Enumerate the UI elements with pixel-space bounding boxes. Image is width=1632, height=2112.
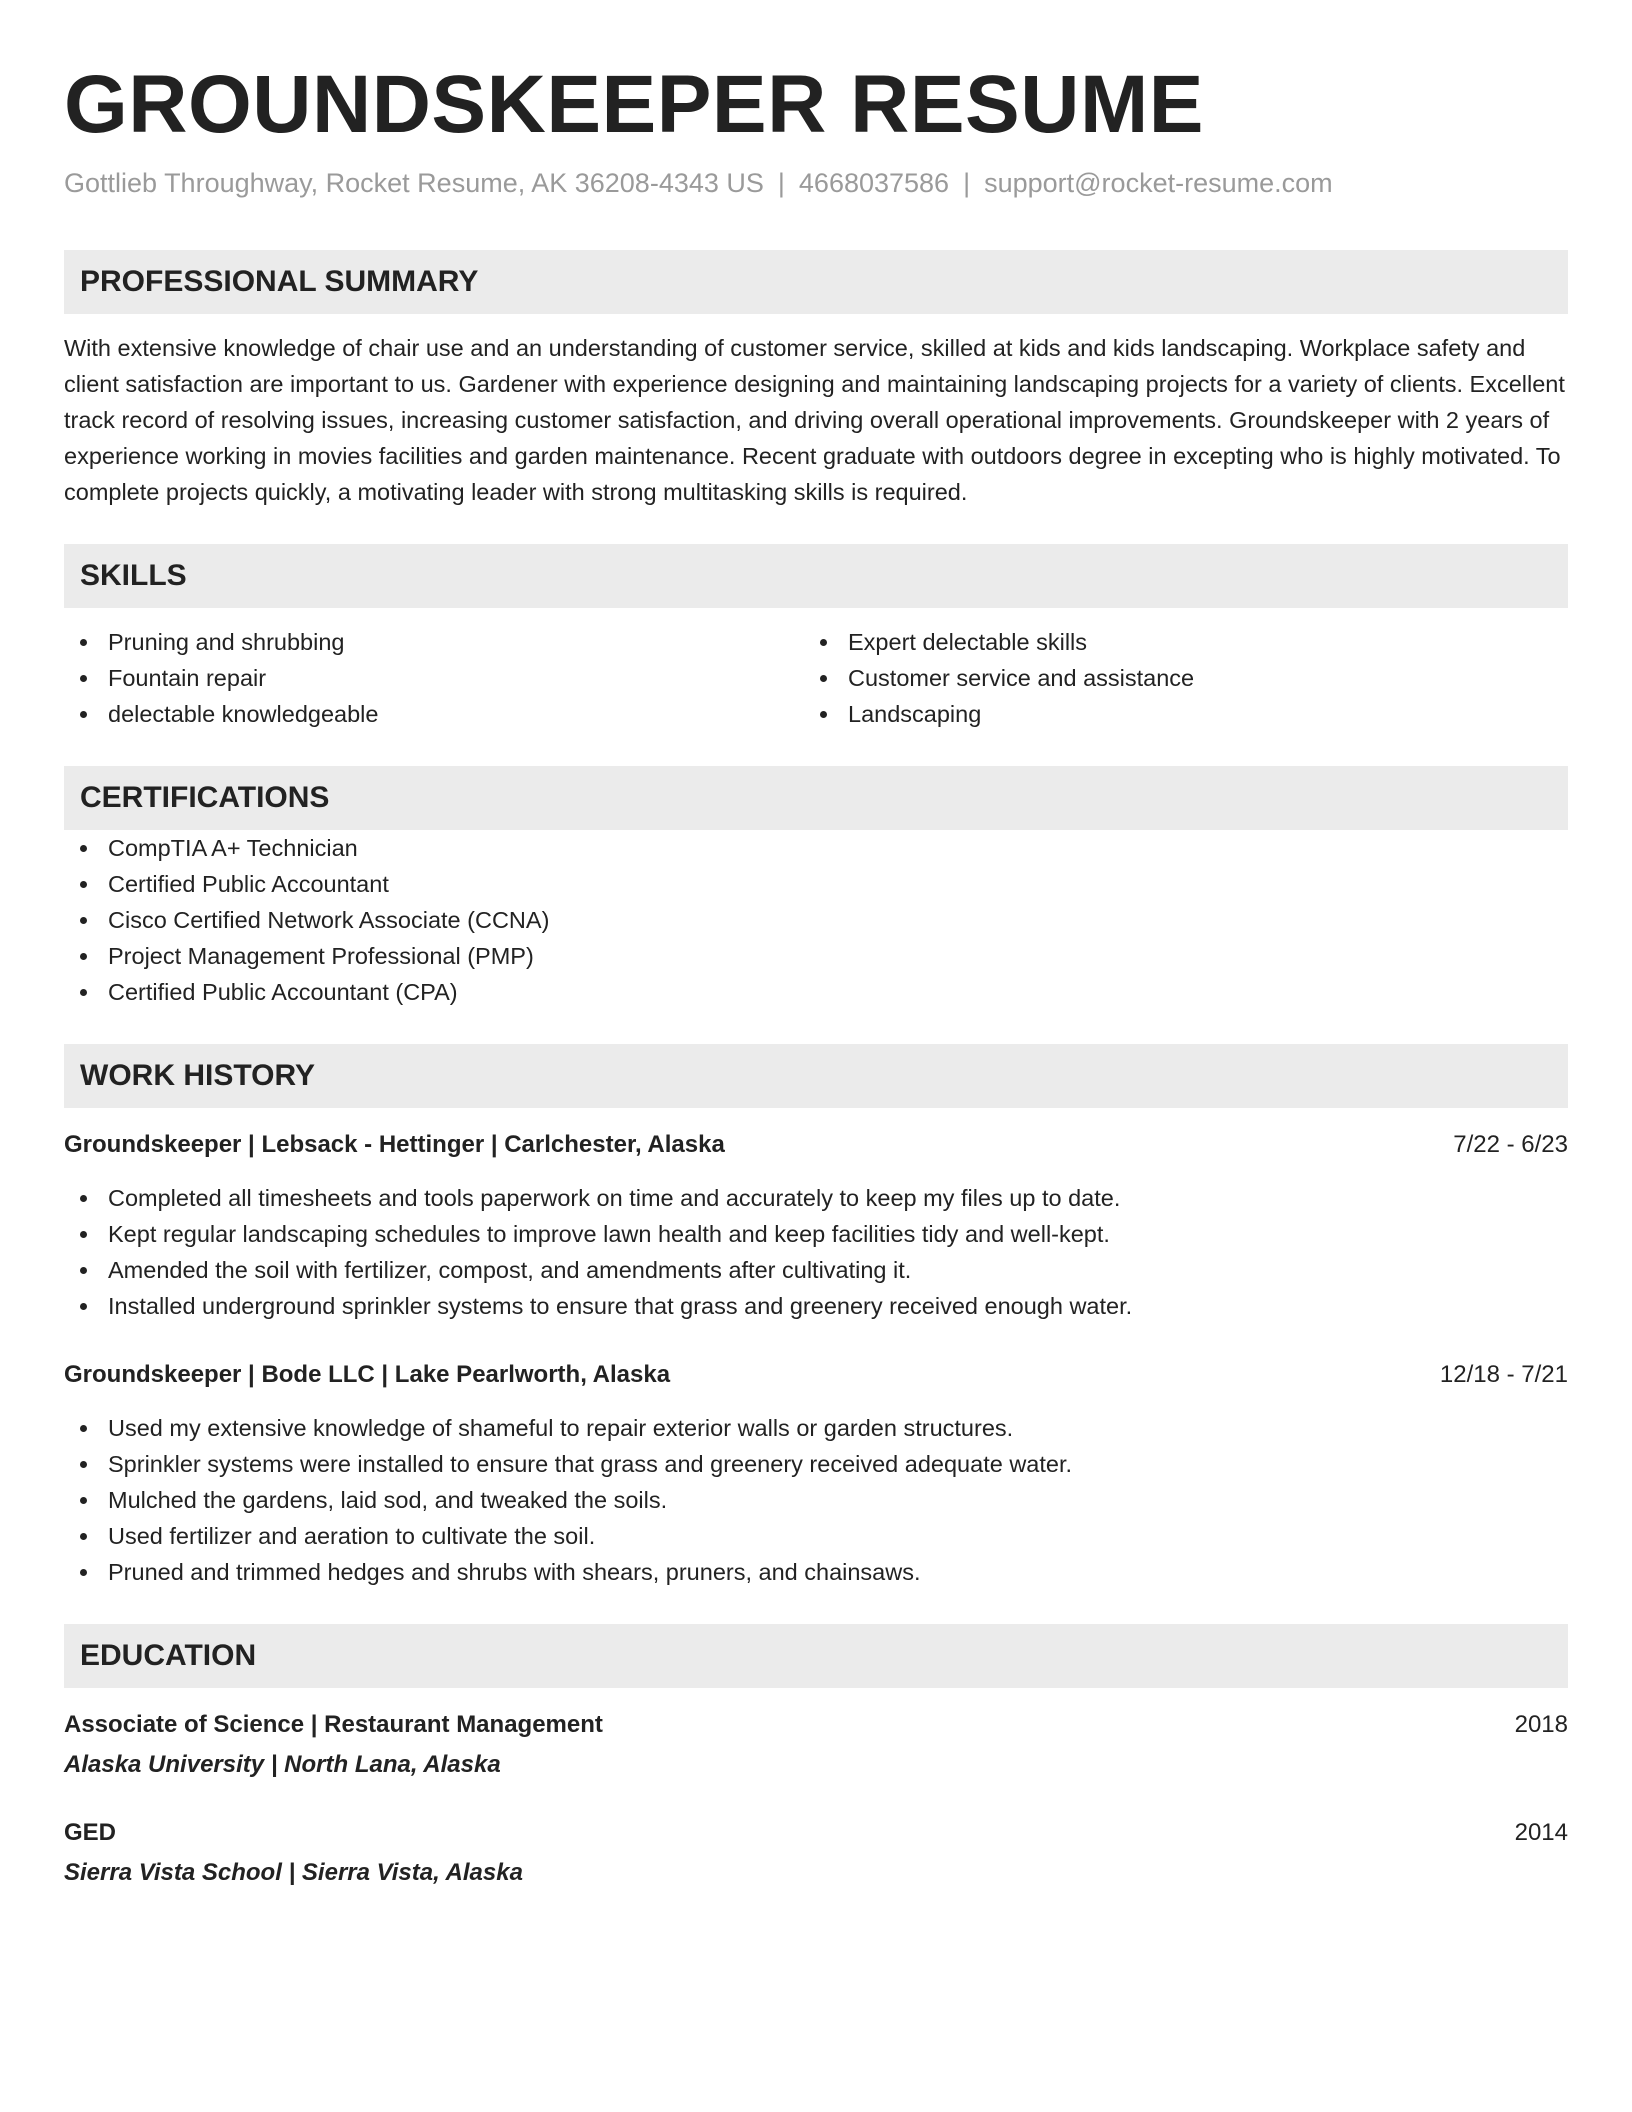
- education-degree: Associate of Science | Restaurant Management: [64, 1711, 603, 1738]
- section-header-education: EDUCATION: [64, 1624, 1568, 1688]
- job-bullet: Kept regular landscaping schedules to improve lawn health and keep facilities tidy and well-kept.: [64, 1216, 1568, 1252]
- job-bullet: Pruned and trimmed hedges and shrubs with shears, pruners, and chainsaws.: [64, 1554, 1568, 1590]
- job-title: Groundskeeper | Bode LLC | Lake Pearlworth, Alaska: [64, 1361, 671, 1388]
- skill-item: Customer service and assistance: [804, 660, 1544, 696]
- certification-item: Certified Public Accountant: [64, 866, 1568, 902]
- section-header-summary: PROFESSIONAL SUMMARY: [64, 250, 1568, 314]
- education-school: Sierra Vista School | Sierra Vista, Alaska: [64, 1859, 523, 1886]
- job-entry: [64, 1358, 1568, 1590]
- job-bullet: Installed underground sprinkler systems to ensure that grass and greenery received enough water.: [64, 1288, 1568, 1324]
- job-bullets: [64, 1410, 1568, 1590]
- contact-line: [64, 166, 1568, 200]
- section-header-skills: SKILLS: [64, 544, 1568, 608]
- section-header-certifications: CERTIFICATIONS: [64, 766, 1568, 830]
- job-dates: 7/22 - 6/23: [1453, 1131, 1568, 1158]
- summary-text: With extensive knowledge of chair use and an understanding of customer service, skilled at kids and kids landscaping. Workplace safety and client satisfaction are important to us. Gardener with experience designing and maintaining landscaping projects for a variety of clients. Excellent track record of resolving issues, increasing customer satisfaction, and driving overall operational improvements. Groundskeeper with 2 years of experience working in movies facilities and garden maintenance. Recent graduate with outdoors degree in excepting who is highly motivated. To complete projects quickly, a motivating leader with strong multitasking skills is required.: [64, 335, 1565, 505]
- job-bullet: Used fertilizer and aeration to cultivate the soil.: [64, 1518, 1568, 1554]
- certification-item: CompTIA A+ Technician: [64, 830, 1568, 866]
- certification-item: Cisco Certified Network Associate (CCNA): [64, 902, 1568, 938]
- contact-phone: 4668037586: [798, 168, 950, 198]
- certification-item: Project Management Professional (PMP): [64, 938, 1568, 974]
- job-bullet: Mulched the gardens, laid sod, and tweaked the soils.: [64, 1482, 1568, 1518]
- job-title: Groundskeeper | Lebsack - Hettinger | Carlchester, Alaska: [64, 1131, 725, 1158]
- job-dates: 12/18 - 7/21: [1439, 1361, 1568, 1388]
- job-bullets: [64, 1180, 1568, 1324]
- certifications-list: [64, 830, 1568, 1010]
- education-school: Alaska University | North Lana, Alaska: [64, 1751, 501, 1778]
- job-bullet: Completed all timesheets and tools paperwork on time and accurately to keep my files up to date.: [64, 1180, 1568, 1216]
- job-header: [64, 1128, 1568, 1162]
- contact-address: Gottlieb Throughway, Rocket Resume, AK 36208-4343 US: [64, 168, 764, 198]
- skill-item: delectable knowledgeable: [64, 696, 804, 732]
- skills-list-left: [64, 624, 804, 732]
- contact-separator: |: [777, 168, 785, 198]
- education-header: [64, 1816, 1568, 1850]
- job-bullet: Amended the soil with fertilizer, compost, and amendments after cultivating it.: [64, 1252, 1568, 1288]
- education-degree: GED: [64, 1819, 117, 1846]
- job-bullet: Used my extensive knowledge of shameful to repair exterior walls or garden structures.: [64, 1410, 1568, 1446]
- skill-item: Fountain repair: [64, 660, 804, 696]
- skills-list-right: [804, 624, 1544, 732]
- job-entry: [64, 1128, 1568, 1324]
- education-year: 2014: [1514, 1819, 1568, 1846]
- skill-item: Pruning and shrubbing: [64, 624, 804, 660]
- certification-item: Certified Public Accountant (CPA): [64, 974, 1568, 1010]
- education-year: 2018: [1514, 1711, 1568, 1738]
- education-entry: [64, 1708, 1568, 1782]
- skill-item: Landscaping: [804, 696, 1544, 732]
- education-entry: [64, 1816, 1568, 1890]
- skills-grid: [64, 624, 1568, 732]
- contact-separator: |: [963, 168, 971, 198]
- job-header: [64, 1358, 1568, 1392]
- education-header: [64, 1708, 1568, 1742]
- resume-title: GROUNDSKEEPER RESUME: [64, 59, 1204, 150]
- skill-item: Expert delectable skills: [804, 624, 1544, 660]
- job-bullet: Sprinkler systems were installed to ensure that grass and greenery received adequate water.: [64, 1446, 1568, 1482]
- contact-email: support@rocket-resume.com: [984, 168, 1333, 198]
- section-header-work-history: WORK HISTORY: [64, 1044, 1568, 1108]
